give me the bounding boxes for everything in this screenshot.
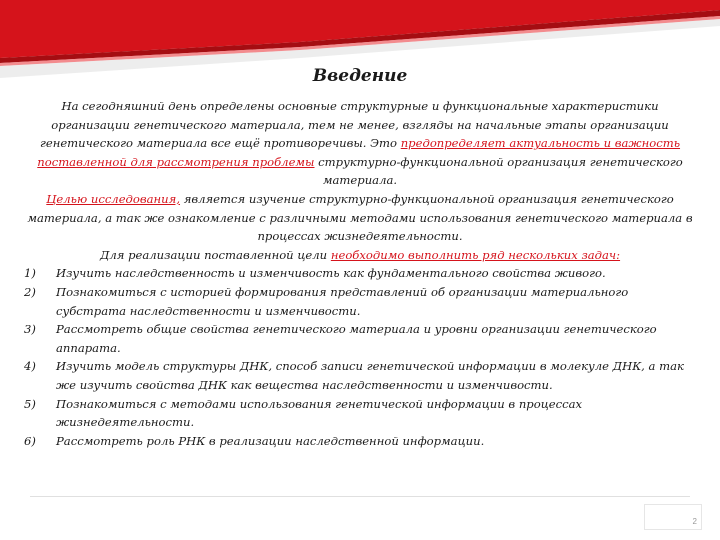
task-number: 5) xyxy=(24,396,36,411)
task-item xyxy=(24,432,696,451)
task-number: 1) xyxy=(24,266,36,281)
intro-text: На сегодняшний день определены основные структурные и функциональные характеристики организации генетического материала, тем не менее, взгляды на начальные этапы организации генетического материала все ещё противоречивы. Это xyxy=(39,99,669,151)
task-text: Познакомиться с историей формирования представлений об организации материального субстрата наследственности и изменчивости. xyxy=(56,284,629,318)
goal-paragraph xyxy=(24,190,696,246)
slide-content xyxy=(24,97,696,450)
task-number: 6) xyxy=(24,433,36,448)
footer-divider xyxy=(30,496,690,497)
tasks-intro-text: Для реализации поставленной цели xyxy=(99,247,328,262)
task-item xyxy=(24,395,696,432)
task-text: Изучить наследственность и изменчивость как фундаментального свойства живого. xyxy=(56,266,606,281)
intro-text-end: структурно-функциональной организация генетического материала. xyxy=(318,154,683,188)
task-text: Изучить модель структуры ДНК, способ записи генетической информации в молекуле ДНК, а так же изучить свойства ДНК как вещества наследственности и изменчивости. xyxy=(56,359,684,392)
tasks-intro-paragraph xyxy=(24,246,696,265)
task-item xyxy=(24,264,696,283)
task-item xyxy=(24,357,696,394)
intro-highlight: предопределяет актуальность и важность поставленной для рассмотрения проблемы xyxy=(37,136,681,169)
task-number: 4) xyxy=(24,359,36,374)
task-number: 2) xyxy=(24,284,36,299)
intro-paragraph xyxy=(24,97,696,190)
goal-label: Целью исследования, xyxy=(46,191,181,206)
slide-title: Введение xyxy=(312,66,408,86)
tasks-list xyxy=(24,264,696,450)
task-item xyxy=(24,320,696,357)
task-number: 3) xyxy=(24,322,36,337)
page-number: 2 xyxy=(692,517,697,526)
task-text: Познакомиться с методами использования генетической информации в процессах жизнедеятельности. xyxy=(56,396,583,430)
task-text: Рассмотреть роль РНК в реализации наследственной информации. xyxy=(56,433,485,448)
goal-text: является изучение структурно-функциональной организация генетического материала, а так же ознакомление с различными методами использования генетического материала в процессах жизнедеятельности. xyxy=(27,191,693,244)
page-number-box xyxy=(644,504,702,530)
task-text: Рассмотреть общие свойства генетического материала и уровни организации генетического аппарата. xyxy=(56,322,657,355)
tasks-intro-highlight: необходимо выполнить ряд нескольких задач: xyxy=(330,247,621,262)
task-item xyxy=(24,283,696,320)
